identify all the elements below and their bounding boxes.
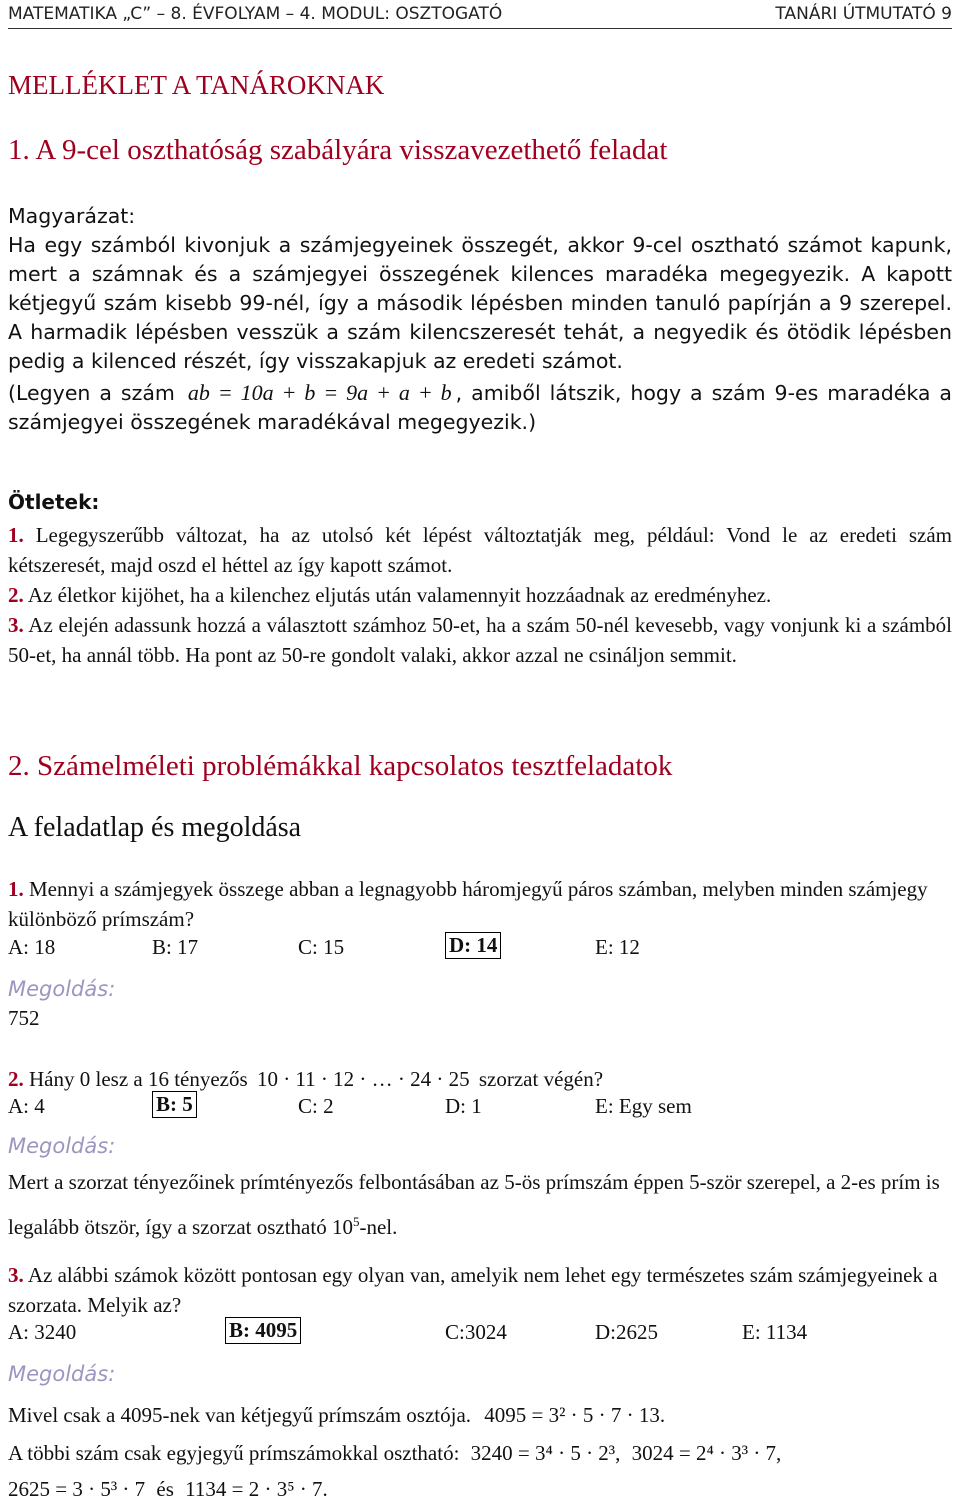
question-number: 3. — [8, 1263, 24, 1287]
solution-label: Megoldás: — [8, 1362, 116, 1386]
answer-e: E: 1134 — [742, 1320, 808, 1344]
item-text: Az életkor kijöhet, ha a kilenchez eljutás után valamennyit hozzáadnak az eredményhez. — [27, 583, 772, 607]
solution-power — [332, 1215, 360, 1239]
solution-3-line3 — [8, 1474, 952, 1504]
solution-text-end: -nel. — [359, 1215, 398, 1239]
solution-text: Mivel csak a 4095-nek van kétjegyű prímszám osztója. — [8, 1403, 472, 1427]
answer-b-correct: B: 4095 — [225, 1317, 301, 1344]
answer-d-correct: D: 14 — [445, 932, 501, 959]
answer-d: D:2625 — [595, 1320, 658, 1344]
section2-subtitle: A feladatlap és megoldása — [8, 812, 302, 843]
question-number: 2. — [8, 1067, 24, 1091]
solution-3-line2 — [8, 1438, 952, 1468]
answer-d: D: 1 — [445, 1094, 482, 1118]
header-left: MATEMATIKA „C” – 8. ÉVFOLYAM – 4. MODUL: OSZTOGATÓ — [8, 4, 503, 24]
solution-1: 752 — [8, 1006, 40, 1030]
solution-formula: 3024 = 2⁴ · 3³ · 7, — [631, 1441, 782, 1465]
solution-formula: 3240 = 3⁴ · 5 · 2³, — [470, 1441, 621, 1465]
question-2 — [8, 1064, 952, 1094]
section2-title: 2. Számelméleti problémákkal kapcsolatos tesztfeladatok — [8, 750, 673, 782]
question-3 — [8, 1260, 952, 1320]
power-base: 10 — [331, 1215, 353, 1239]
answer-b: B: 17 — [152, 935, 199, 959]
item-text: Legegyszerűbb változat, ha az utolsó két lépést változtatják meg, például: Vond le az eredeti szám kétszeresét, majd oszd el héttel az így kapott számot. — [8, 523, 953, 577]
solution-2 — [8, 1162, 952, 1247]
list-item — [8, 580, 952, 610]
list-item — [8, 520, 952, 580]
power-exponent: 5 — [352, 1214, 360, 1229]
product-formula: 10 · 11 · 12 · … · 24 · 25 — [256, 1067, 470, 1091]
appendix-title: MELLÉKLET A TANÁROKNAK — [8, 70, 385, 100]
question-number: 1. — [8, 877, 24, 901]
item-number: 1. — [8, 523, 24, 547]
formula-conclusion: , amiből látszik, hogy a szám 9-es maradéka a számjegyei összegének maradékával megegyezik.) — [8, 381, 952, 434]
formula-intro: (Legyen a szám — [8, 381, 175, 405]
answer-a: A: 18 — [8, 935, 56, 959]
item-text: Az elején adassunk hozzá a választott számhoz 50-et, ha a szám 50-nél kevesebb, vagy vonjunk ki a számból 50-et, ha annál több. Ha pont az 50-re gondolt valaki, akkor azzal ne csináljon semmit. — [8, 613, 952, 667]
solution-formula: 1134 = 2 · 3⁵ · 7. — [185, 1477, 328, 1501]
explanation-formula-paragraph — [8, 378, 952, 437]
item-number: 2. — [8, 583, 24, 607]
answer-e: E: Egy sem — [595, 1094, 692, 1118]
solution-3-line1 — [8, 1400, 952, 1430]
question-text: Az alábbi számok között pontosan egy olyan van, amelyik nem lehet egy természetes szám számjegyeinek a szorzata. Melyik az? — [8, 1263, 938, 1317]
answer-b-correct: B: 5 — [152, 1091, 197, 1118]
formula: ab = 10a + b = 9a + a + b — [187, 380, 452, 405]
list-item — [8, 610, 952, 670]
item-number: 3. — [8, 613, 24, 637]
solution-text: A többi szám csak egyjegyű prímszámokkal osztható: — [8, 1441, 460, 1465]
question-text: Hány 0 lesz a 16 tényezős — [29, 1067, 248, 1091]
section1-title: 1. A 9-cel oszthatóság szabályára visszavezethető feladat — [8, 134, 668, 166]
header-right: TANÁRI ÚTMUTATÓ 9 — [775, 4, 952, 24]
page-header — [8, 0, 952, 29]
answer-a: A: 4 — [8, 1094, 45, 1118]
question-text: Mennyi a számjegyek összege abban a legnagyobb háromjegyű páros számban, melyben minden számjegy különböző prímszám? — [8, 877, 928, 931]
solution-label: Megoldás: — [8, 1134, 116, 1158]
answer-c: C: 2 — [298, 1094, 334, 1118]
answer-c: C: 15 — [298, 935, 345, 959]
question-1 — [8, 874, 952, 934]
explanation-label: Magyarázat: — [8, 204, 136, 228]
explanation-text: Ha egy számból kivonjuk a számjegyeinek összegét, akkor 9-cel osztható számot kapunk, mert a számnak és a számjegyei összegének kilences maradéka megegyezik. A kapott kétjegyű szám kisebb 99-nél, így a második lépésben minden tanuló papírján a 9 szerepel. A harmadik lépésben vesszük a szám kilencszeresét tehát, a negyedik és ötödik lépésben pedig a kilenced részét, így visszakapjuk az eredeti számot. — [8, 233, 952, 373]
question-text-end: szorzat végén? — [478, 1067, 604, 1091]
answer-a: A: 3240 — [8, 1320, 77, 1344]
solution-text: Mert a szorzat tényezőinek prímtényezős felbontásában az 5-ös prímszám éppen 5-ször szerepel, a 2-es prím is legalább ötször, így a szorzat osztható — [8, 1170, 940, 1239]
ideas-list — [8, 520, 952, 670]
solution-formula: 4095 = 3² · 5 · 7 · 13. — [484, 1403, 666, 1427]
ideas-label: Ötletek: — [8, 490, 100, 514]
explanation — [8, 202, 952, 437]
answer-e: E: 12 — [595, 935, 640, 959]
conjunction: és — [156, 1477, 174, 1501]
answer-c: C:3024 — [445, 1320, 507, 1344]
solution-label: Megoldás: — [8, 977, 116, 1001]
solution-formula: 2625 = 3 · 5³ · 7 — [8, 1477, 146, 1501]
